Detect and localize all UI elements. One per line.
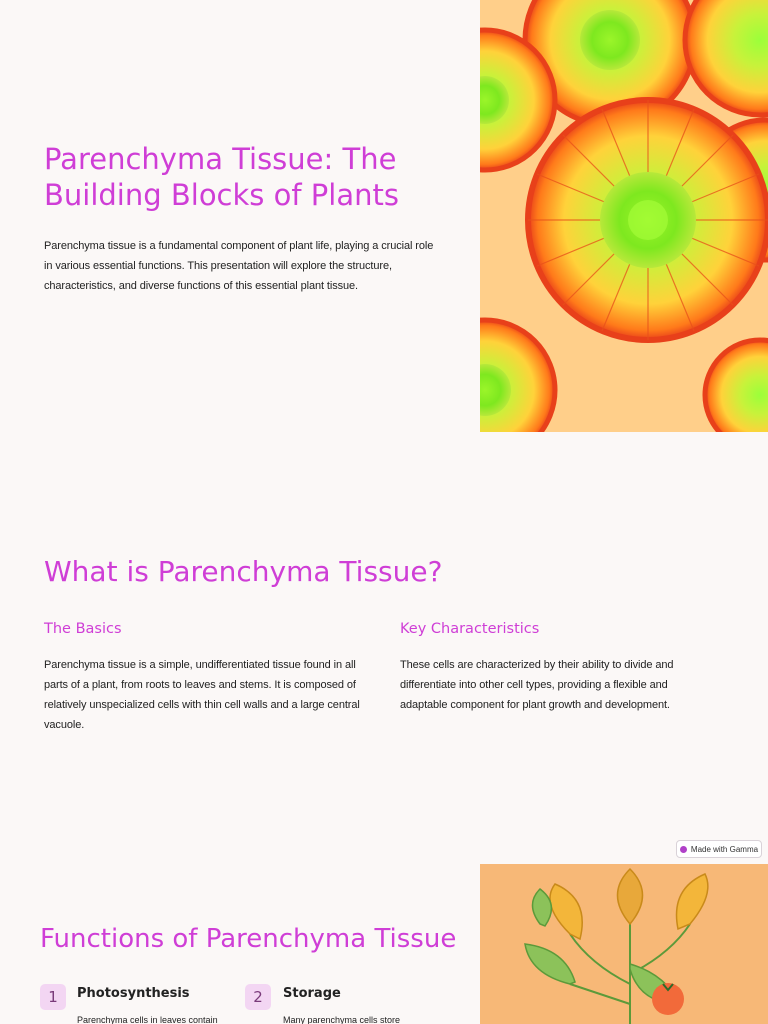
plant-leaves-image bbox=[480, 864, 768, 1024]
badge-label: Made with Gamma bbox=[690, 844, 759, 854]
intro-paragraph: Parenchyma tissue is a fundamental component of plant life, playing a crucial role in various essential functions. This presentation will explore the structure, characteristics, and diverse functions of this essential plant tissue. bbox=[44, 240, 434, 292]
function-body-photosynthesis: Parenchyma cells in leaves contain bbox=[77, 1015, 218, 1024]
characteristics-paragraph: These cells are characterized by their ability to divide and differentiate into other cell types, providing a flexible and adaptable component for plant growth and development. bbox=[400, 659, 674, 711]
characteristics-heading: Key Characteristics bbox=[400, 621, 540, 637]
basics-heading: The Basics bbox=[44, 621, 122, 637]
function-title-photosynthesis: Photosynthesis bbox=[77, 986, 190, 1001]
function-body-storage: Many parenchyma cells store bbox=[283, 1015, 401, 1024]
leaves-illustration bbox=[480, 864, 768, 1024]
gamma-logo-icon bbox=[680, 846, 687, 853]
cells-illustration bbox=[480, 0, 768, 432]
section-title: What is Parenchyma Tissue? bbox=[44, 555, 443, 588]
made-with-gamma-badge[interactable] bbox=[676, 840, 762, 858]
step-number-badge: 1 bbox=[40, 984, 66, 1010]
parenchyma-cells-image bbox=[480, 0, 768, 432]
function-title-storage: Storage bbox=[283, 986, 341, 1001]
slide-what-is bbox=[0, 432, 768, 864]
step-number-badge: 2 bbox=[245, 984, 271, 1010]
basics-paragraph: Parenchyma tissue is a simple, undifferentiated tissue found in all parts of a plant, from roots to leaves and stems. It is composed of relatively unspecialized cells with thin cell walls and a large central vacuole. bbox=[44, 659, 360, 731]
section-title: Functions of Parenchyma Tissue bbox=[40, 924, 457, 954]
page-title: Parenchyma Tissue: The Building Blocks of Plants bbox=[44, 142, 399, 212]
slide-functions bbox=[0, 864, 768, 1024]
slide-intro bbox=[0, 0, 768, 432]
